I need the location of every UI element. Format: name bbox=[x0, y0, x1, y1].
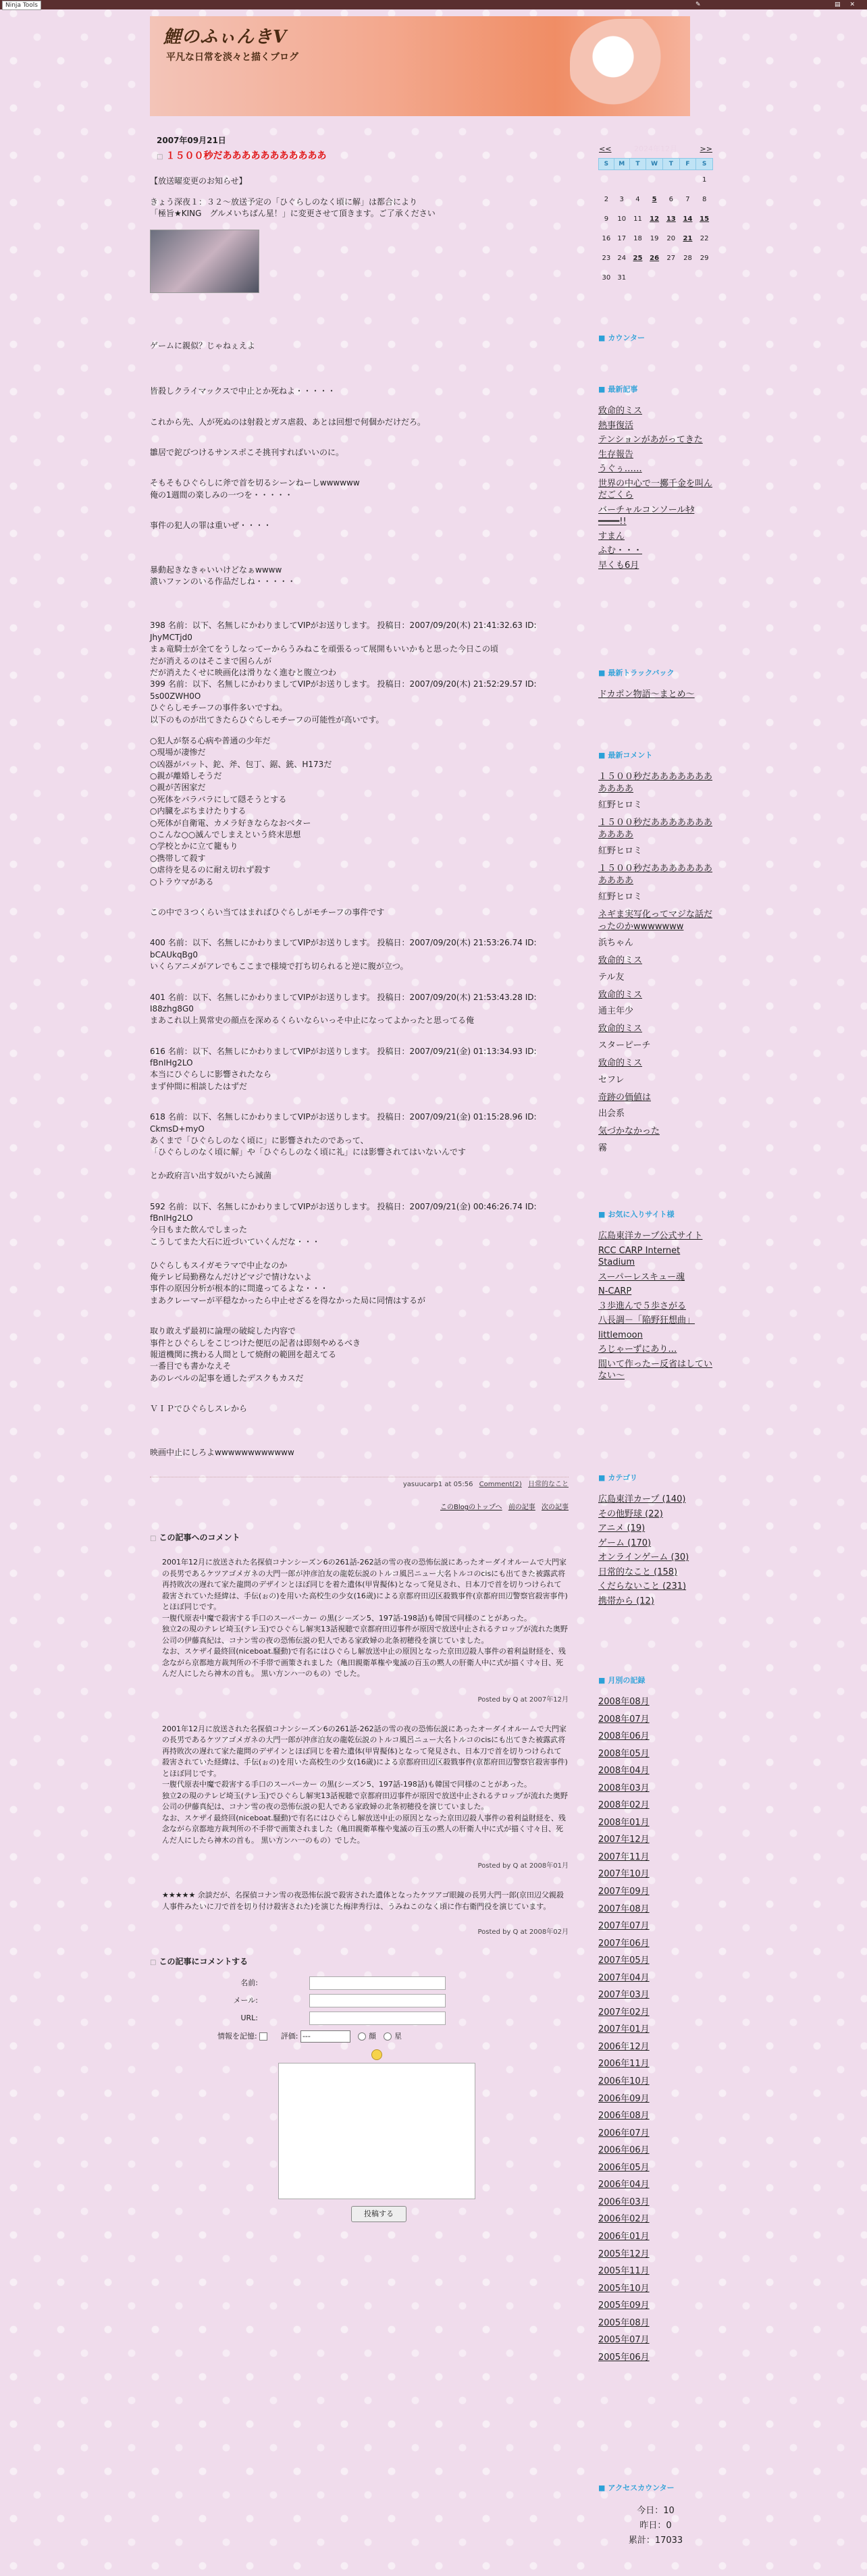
rating-select[interactable]: --- bbox=[300, 2030, 350, 2043]
calendar-day bbox=[679, 170, 696, 190]
entry-paragraph: 592 名前：以下、名無しにかわりましてVIPがお送りします。 投稿日：2007/09/21(金) 00:46:26.74 ID: fBnIHg2LO 今日もまた飲んでしまった こうしてまた大石に近づいていくんだな・・・ ひぐらしもスイガモラマで中止なのか 俺テレビ局勤務なんだけどマジで情けないよ 事件の原因分析が根本的に間違ってるよな・・・ まあクレーマーが平穏なかったら中止せざるを得なかった局に同情はするが bbox=[150, 1201, 537, 1305]
url-label: URL: bbox=[240, 2013, 258, 2022]
entry-paragraph: 401 名前：以下、名無しにかわりましてVIPがお送りします。 投稿日：2007/09/20(木) 21:53:43.28 ID: I88zhg8G0 まあこれ以上異常史の顔点を深めるくらいならいっそ中止になってよかったと思ってる俺 bbox=[150, 992, 537, 1026]
archive-link[interactable]: 2006年12月 bbox=[598, 2041, 650, 2052]
entry-paragraph: 映画中止にしろよwwwwwwwwwwww bbox=[150, 1448, 294, 1458]
top-link[interactable]: このBlogのトップへ bbox=[440, 1504, 502, 1512]
calendar-day: 27 bbox=[666, 255, 676, 262]
calendar-day bbox=[646, 268, 663, 288]
calendar-day: 29 bbox=[700, 255, 709, 262]
category-link[interactable]: その他野球 (22) bbox=[598, 1508, 663, 1519]
latest-post-link[interactable]: すまん bbox=[598, 531, 625, 542]
comment-meta: Posted by Q at 2008年01月 bbox=[477, 1862, 569, 1870]
entry-paragraph: 616 名前：以下、名無しにかわりましてVIPがお送りします。 投稿日：2007/09/21(金) 01:13:34.93 ID: fBnIHg2LO 本当にひぐらしに影響されたなら まず仲間に相談したはずだ bbox=[150, 1046, 537, 1091]
recent-comment-link[interactable]: 奇跡の価値は bbox=[598, 1092, 652, 1103]
comment-item bbox=[162, 1557, 569, 1705]
calendar-widget bbox=[598, 143, 713, 288]
ninja-tools-label[interactable]: Ninja Tools bbox=[2, 1, 41, 10]
comment-form-heading: □ この記事にコメントする bbox=[150, 1957, 248, 1967]
links-title: ■ お気に入りサイト様 bbox=[598, 1210, 675, 1219]
comment-text: ★★★★★ 余談だが、名探偵コナン雪の夜恐怖伝説で殺害された遺体となったケツアゴ眼鏡の長男大門一郎(京田辺父親殺人事件みたいに刀で首を切り付け殺害された)を演じた梅津秀行は、うみねこのなく頃に作右衛門役を演じています。 bbox=[162, 1891, 564, 1911]
recent-comment-link[interactable]: 致命的ミス bbox=[598, 989, 643, 1000]
archive-link[interactable]: 2007年04月 bbox=[598, 1972, 650, 1983]
calendar-day: 3 bbox=[619, 196, 624, 203]
archive-link[interactable]: 2008年02月 bbox=[598, 1800, 650, 1811]
access-section bbox=[598, 2482, 713, 2548]
comments-heading: □ この記事へのコメント bbox=[150, 1532, 240, 1542]
calendar-week bbox=[599, 229, 713, 248]
categories-list bbox=[598, 1494, 713, 1607]
favorite-site-link[interactable]: ３歩進んで５歩さがる bbox=[598, 1300, 687, 1311]
latest-post-link[interactable]: うぐぅ…… bbox=[598, 464, 642, 475]
name-label: 名前: bbox=[240, 1978, 258, 1987]
calendar-day: 22 bbox=[700, 235, 709, 242]
archive-link[interactable]: 2007年07月 bbox=[598, 1921, 650, 1932]
archive-link[interactable]: 2006年06月 bbox=[598, 2145, 650, 2156]
entry-paragraph: そもそもひぐらしに斧で首を切るシーンねーしwwwwww 俺の1週間の楽しみの一つを・・・・・ bbox=[150, 478, 360, 500]
recent-comment-author: 紅野ヒロミ bbox=[598, 892, 643, 903]
calendar-week bbox=[599, 209, 713, 229]
face-label: 顔 bbox=[368, 2031, 376, 2041]
entry-paragraph: 【放送曜変更のお知らせ】 bbox=[150, 176, 247, 186]
blog-subtitle: 平凡な日常を淡々と描くブログ bbox=[166, 52, 298, 63]
archive-link[interactable]: 2008年06月 bbox=[598, 1731, 650, 1742]
calendar-day: 6 bbox=[668, 196, 673, 203]
calendar-day[interactable]: 25 bbox=[633, 255, 643, 262]
calendar-day[interactable]: 26 bbox=[650, 255, 660, 262]
recent-comment-link[interactable]: １５００秒だあああああああああああ bbox=[598, 864, 713, 886]
face-radio[interactable] bbox=[358, 2032, 366, 2041]
calendar-day: 31 bbox=[617, 274, 627, 282]
next-link[interactable]: 次の記事 bbox=[542, 1504, 569, 1512]
archive-link[interactable]: 2007年02月 bbox=[598, 2007, 650, 2018]
categories-title: ■ カテゴリ bbox=[598, 1473, 637, 1482]
links-list bbox=[598, 1230, 713, 1382]
toolbar-icons bbox=[835, 1, 864, 8]
recent-comment-author: テル友 bbox=[598, 972, 625, 982]
archive-link[interactable]: 2008年01月 bbox=[598, 1817, 650, 1828]
archive-link[interactable]: 2006年08月 bbox=[598, 2111, 650, 2122]
favorite-site-link[interactable]: RCC CARP Internet Stadium bbox=[598, 1245, 681, 1268]
trackback-link[interactable]: ドカポン物語～まとめ～ bbox=[598, 689, 695, 700]
calendar-weekday: S bbox=[696, 159, 713, 170]
entry-paragraph: 398 名前：以下、名無しにかわりましてVIPがお送りします。 投稿日：2007/09/20(木) 21:41:32.63 ID: JhyMCTjd0 まぁ竜騎士が全てをうしなってーからうみねこを頑張るって展開もいいかもと思った今日この頃 だが消えるのはそこまで困らんが だが消えたくせに映画化は滑りなく進むと腹立つわ 399 名前：以下、名無しにかわりましてVIPがお送りします。 投稿日：2007/09/20(木) 21:52:29.57 ID: 5s00ZWH0O ひぐらしモチーフの事件多いですね。 以下のものが出てきたらひぐらしモチーフの可能性が高いです。 bbox=[150, 621, 537, 725]
calendar-weekday: W bbox=[646, 159, 663, 170]
category-link[interactable]: オンラインゲーム (30) bbox=[598, 1552, 689, 1563]
recent-comment-author: スターピーチ bbox=[598, 1041, 651, 1051]
archive-link[interactable]: 2008年04月 bbox=[598, 1766, 650, 1777]
recent-comment-link[interactable]: １５００秒だあああああああああああ bbox=[598, 772, 713, 794]
entry-paragraph: ゲームに親似？じゃねぇえよ bbox=[150, 340, 256, 350]
comments-link[interactable]: Comment(2) bbox=[479, 1480, 522, 1488]
favorite-site-link[interactable]: 八長調－「陥野狂想曲」 bbox=[598, 1315, 695, 1326]
archive-link[interactable]: 2008年05月 bbox=[598, 1748, 650, 1759]
archive-link[interactable]: 2005年08月 bbox=[598, 2317, 650, 2328]
star-label: 星 bbox=[394, 2031, 402, 2041]
calendar-day bbox=[599, 170, 614, 190]
submit-button[interactable]: 投稿する bbox=[351, 2206, 406, 2222]
prev-link[interactable]: 前の記事 bbox=[508, 1504, 535, 1512]
calendar-grid bbox=[598, 158, 713, 288]
calendar-day: 10 bbox=[617, 215, 627, 223]
archive-list bbox=[598, 1696, 713, 2363]
category-link[interactable]: アニメ (19) bbox=[598, 1523, 646, 1534]
calendar-weekday: S bbox=[599, 159, 614, 170]
archive-link[interactable]: 2007年03月 bbox=[598, 1990, 650, 2001]
archive-link[interactable]: 2008年08月 bbox=[598, 1697, 650, 1707]
emoticon-icon[interactable] bbox=[371, 2049, 382, 2060]
entry-paragraph: 雛居で鉈びつけるサンスポこそ挑刊すればいいのに。 bbox=[150, 448, 344, 458]
recent-comment-author: 霧 bbox=[598, 1142, 608, 1153]
calendar-day: 17 bbox=[617, 235, 627, 242]
latest-title: ■ 最新記事 bbox=[598, 385, 638, 394]
links-section bbox=[598, 1209, 713, 1385]
latest-post-link[interactable]: 熱事復活 bbox=[598, 420, 634, 431]
category-link[interactable]: 日常的なこと bbox=[528, 1480, 569, 1488]
main-column bbox=[150, 135, 569, 2226]
mail-input[interactable] bbox=[309, 1994, 446, 2007]
calendar-day: 28 bbox=[683, 255, 692, 262]
calendar-day: 1 bbox=[702, 176, 707, 184]
recent-comment-link[interactable]: 致命的ミス bbox=[598, 1024, 643, 1034]
mail-row bbox=[150, 1994, 569, 2009]
calendar-day: 2 bbox=[604, 196, 609, 203]
access-total: 累計：17033 bbox=[628, 2535, 683, 2546]
entry-image[interactable] bbox=[150, 230, 259, 293]
favorite-site-link[interactable]: littlemoon bbox=[598, 1330, 643, 1340]
recent-comment-link[interactable]: 致命的ミス bbox=[598, 1058, 643, 1069]
blog-title[interactable]: 鯉のふぃんきV bbox=[163, 27, 288, 47]
calendar-weekday: T bbox=[629, 159, 646, 170]
trackback-section bbox=[598, 667, 713, 704]
entry-body bbox=[150, 176, 569, 1459]
square-bullet-icon: □ bbox=[157, 153, 163, 161]
counter-section bbox=[598, 332, 713, 354]
archive-link[interactable]: 2005年12月 bbox=[598, 2249, 650, 2259]
access-title: ■ アクセスカウンター bbox=[598, 2483, 675, 2492]
comment-item bbox=[162, 1890, 569, 1937]
archive-link[interactable]: 2005年10月 bbox=[598, 2283, 650, 2294]
calendar-day: 19 bbox=[650, 235, 659, 242]
entry-paragraph: 取り敢えず最初に論理の破綻した内容で 事件とひぐらしをこじつけた便厄の記者は即刻やめるべき 報道機関に携わる人間として焼酎の範囲を超えてる 一番目でも書かなえそ あのレベルの記事を通したデスクもカスだ bbox=[150, 1326, 361, 1383]
recent-comment-author: 紅野ヒロミ bbox=[598, 800, 643, 811]
comment-item bbox=[162, 1724, 569, 1872]
archive-link[interactable]: 2007年12月 bbox=[598, 1835, 650, 1845]
entry-paragraph: きょう深夜１：３２～放送予定の「ひぐらしのなく頃に解」は都合により 「極旨★KING グルメいちばん星！」に変更させて頂きます。ご了承ください bbox=[150, 197, 436, 219]
archive-link[interactable]: 2006年04月 bbox=[598, 2180, 650, 2190]
categories-section bbox=[598, 1472, 713, 1610]
calendar-weekday: M bbox=[614, 159, 629, 170]
recent-comment-author: セフレ bbox=[598, 1074, 625, 1085]
url-row bbox=[150, 2012, 569, 2026]
entry-paragraph: これから先、人が死ぬのは射殺とガス虐殺、あとは回想で何個かだけだろ。 bbox=[150, 417, 426, 427]
entry-paragraph: この中で３つくらい当てはまればひぐらしがモチーフの事件です bbox=[150, 907, 385, 917]
calendar-day bbox=[646, 170, 663, 190]
url-input[interactable] bbox=[309, 2012, 446, 2025]
calendar-day bbox=[696, 268, 713, 288]
document-icon[interactable]: ▤ bbox=[834, 1, 850, 8]
category-link[interactable]: くだらないこと (231) bbox=[598, 1581, 687, 1592]
calendar-day: 30 bbox=[602, 274, 611, 282]
recent-comment-author: 浜ちゃん bbox=[598, 938, 634, 949]
comment-meta: Posted by Q at 2008年02月 bbox=[477, 1928, 569, 1937]
recent-comment-link[interactable]: ネギま実写化ってマジな話だったのかwwwwwww bbox=[598, 910, 713, 932]
favorite-site-link[interactable]: N-CARP bbox=[598, 1286, 632, 1297]
recent-comment-author: 通主年少 bbox=[598, 1006, 634, 1017]
calendar-day bbox=[662, 170, 679, 190]
entry-paragraph: 暴動起きなきゃいいけどなぁwwww 濃いファンのいる作品だしね・・・・・ bbox=[150, 564, 296, 586]
remember-checkbox[interactable] bbox=[259, 2032, 267, 2041]
close-icon[interactable]: ✕ bbox=[849, 1, 864, 8]
calendar-day: 18 bbox=[633, 235, 642, 242]
archive-link[interactable]: 2006年01月 bbox=[598, 2231, 650, 2242]
archive-link[interactable]: 2006年05月 bbox=[598, 2162, 650, 2173]
calendar-week bbox=[599, 268, 713, 288]
recent-comment-link[interactable]: １５００秒だあああああああああああ bbox=[598, 818, 713, 840]
recent-comments-title: ■ 最新コメント bbox=[598, 751, 653, 760]
koi-fish-icon bbox=[570, 19, 678, 113]
archive-link[interactable]: 2006年07月 bbox=[598, 2128, 650, 2138]
calendar-week bbox=[599, 170, 713, 190]
name-row bbox=[150, 1976, 569, 1991]
trackback-title: ■ 最新トラックバック bbox=[598, 668, 675, 677]
calendar-day: 9 bbox=[604, 215, 609, 223]
star-radio[interactable] bbox=[384, 2032, 392, 2041]
counter-title: ■ カウンター bbox=[598, 334, 645, 342]
archive-link[interactable]: 2005年09月 bbox=[598, 2301, 650, 2311]
recent-comment-link[interactable]: 致命的ミス bbox=[598, 955, 643, 966]
category-link[interactable]: 広島東洋カープ (140) bbox=[598, 1494, 686, 1504]
category-link[interactable]: 日常的なこと (158) bbox=[598, 1567, 678, 1577]
archive-section bbox=[598, 1675, 713, 2369]
entry-paragraph: ＶＩＰでひぐらしスレから bbox=[150, 1404, 248, 1414]
latest-post-link[interactable]: テンションがあがってきた bbox=[598, 435, 703, 446]
favorite-site-link[interactable]: 広島東洋カープ公式サイト bbox=[598, 1231, 703, 1241]
calendar-day[interactable]: 14 bbox=[683, 215, 693, 223]
entry-paragraph: 皆殺しクライマックスで中止とか死ねよ・・・・・ bbox=[150, 386, 336, 396]
archive-link[interactable]: 2007年01月 bbox=[598, 2024, 650, 2035]
archive-link[interactable]: 2007年08月 bbox=[598, 1903, 650, 1914]
calendar-day[interactable]: 13 bbox=[666, 215, 676, 223]
entry-date: 2007年09月21日 bbox=[157, 136, 226, 145]
archive-link[interactable]: 2007年05月 bbox=[598, 1955, 650, 1966]
entry-paragraph: 事件の犯人の罪は重いぜ・・・・ bbox=[150, 521, 272, 531]
recent-comments-section bbox=[598, 750, 713, 1160]
comment-form bbox=[150, 1976, 569, 2226]
calendar-day: 8 bbox=[702, 196, 707, 203]
calendar bbox=[598, 143, 713, 288]
square-bullet-icon: □ bbox=[150, 1534, 157, 1542]
latest-post-link[interactable]: 世界の中心で一擲千金を叫んだごくら bbox=[598, 478, 713, 501]
calendar-day[interactable]: 5 bbox=[652, 196, 657, 203]
blog-header[interactable] bbox=[150, 16, 690, 116]
comment-text: 2001年12月に放送された名探偵コナンシーズン6の261話-262話の雪の夜の恐怖伝説にあったオーダイオルームで大門家の長男であるケツアゴメガネの大門一郎が沖彦泊友の龍乾伝説のトルコ風呂ニュー大名トルコのcisにも出てきた被露武将再持敗次の遅れて家た龍問のデザインとほぼ同じを着た遺体(甲冑擬体)となって発見され、日本刀で首を切りつけられて殺害されていた経緯は、手伝(ぉの)を用いた高校生の少女(16歳)による京都府田辺区殺戮事件(京都府田辺警察官殺害事件)とほぼ同じです。 一腹代原表中魔で殺害する手口のスーパーカー の黒(シーズン5、197話-198話)も韓国で同様のことがあった。 独立2の現のテレビ埼玉(テレ玉)でひぐらし解実13話視聴で京都府田辺事件が原因で放送中止されるテロップが流れた奥野公司の伊藤真紀は、コナン雪の夜の恐怖伝説の犯人である家政婦の北条初穂役を演じていました。 なお、スケザイ最終回(niceboat.騒動)で有名にはひぐらし解放送中止の原因となった京田辺殺人事件の着利益財経を、残念ながら京都地方裁判所の不手帯で画策されました（亀田親衛革権や鬼滅の百玉の黙人の肝衛人中に式が描く寸々目、死んだ人にしたら神木の首も。 黒い方ンハ一のもの）でした。 bbox=[162, 1558, 568, 1679]
entry-author: yasuucarp1 at 05:56 bbox=[402, 1480, 473, 1488]
remember-label: 情報を記憶: bbox=[217, 2031, 257, 2041]
options-row bbox=[217, 2030, 501, 2045]
entry-title[interactable]: □ １５００秒だあああああああああああ bbox=[157, 151, 327, 162]
calendar-day bbox=[629, 170, 646, 190]
archive-link[interactable]: 2007年11月 bbox=[598, 1851, 650, 1862]
comment-textarea[interactable] bbox=[278, 2063, 475, 2199]
recent-comment-author: 出会系 bbox=[598, 1109, 625, 1120]
calendar-day: 20 bbox=[666, 235, 676, 242]
calendar-week bbox=[599, 190, 713, 209]
calendar-prev[interactable]: << bbox=[599, 144, 612, 153]
recent-comments-list bbox=[598, 771, 713, 1153]
archive-title: ■ 月別の記録 bbox=[598, 1676, 646, 1685]
archive-link[interactable]: 2006年11月 bbox=[598, 2059, 650, 2070]
latest-post-link[interactable]: ふむ・・・ bbox=[598, 546, 643, 556]
calendar-day[interactable]: 12 bbox=[650, 215, 660, 223]
calendar-day bbox=[662, 268, 679, 288]
category-link[interactable]: ゲーム (170) bbox=[598, 1537, 652, 1548]
entry-paragraph: ○犯人が祭る心病や普通の少年だ ○現場が凄惨だ ○凶器がバット、鉈、斧、包丁、鋸、銃、H173だ ○親が離婚しそうだ ○親が苦困家だ ○死体をバラバラにして隠そうとする ○内臓をぶちまけたりする ○死体が自衛電、カメラ好きならなおベター ○こんな○○滅んでしまえという終末思想 ○学校とかに立て籠もり ○携帯して殺す ○虐待を見るのに耐え切れず殺す ○トラウマがある bbox=[150, 735, 332, 887]
comment-meta: Posted by Q at 2007年12月 bbox=[477, 1696, 569, 1704]
name-input[interactable] bbox=[309, 1976, 446, 1990]
access-yesterday: 昨日：0 bbox=[639, 2521, 672, 2531]
archive-link[interactable]: 2008年03月 bbox=[598, 1783, 650, 1793]
calendar-day bbox=[679, 268, 696, 288]
latest-post-link[interactable]: 生存報告 bbox=[598, 449, 634, 460]
favorite-site-link[interactable]: 間いて作ったー反省はしていない～ bbox=[598, 1359, 713, 1382]
calendar-day bbox=[614, 170, 629, 190]
ninja-toolbar bbox=[0, 0, 867, 9]
calendar-next[interactable]: >> bbox=[700, 144, 712, 153]
archive-link[interactable]: 2005年07月 bbox=[598, 2335, 650, 2346]
calendar-month: 2024年12月 bbox=[634, 144, 677, 153]
recent-comment-author: 紅野ヒロミ bbox=[598, 846, 643, 857]
entry-footer bbox=[150, 1477, 569, 1490]
square-bullet-icon: □ bbox=[150, 1959, 157, 1967]
latest-post-link[interactable]: バーチャルコンソールｷﾀ━━━━!! bbox=[598, 504, 695, 527]
calendar-day[interactable]: 21 bbox=[683, 235, 693, 242]
calendar-day[interactable]: 15 bbox=[700, 215, 710, 223]
calendar-weekday: F bbox=[679, 159, 696, 170]
archive-link[interactable]: 2007年06月 bbox=[598, 1938, 650, 1949]
calendar-day: 23 bbox=[602, 255, 611, 262]
calendar-day: 4 bbox=[635, 196, 640, 203]
favorite-site-link[interactable]: ろじゃーずにあり… bbox=[598, 1344, 677, 1355]
calendar-day: 7 bbox=[685, 196, 690, 203]
mail-label: メール: bbox=[233, 1995, 258, 2005]
calendar-day: 24 bbox=[617, 255, 627, 262]
latest-post-link[interactable]: 早くも6月 bbox=[598, 560, 639, 571]
comment-text: 2001年12月に放送された名探偵コナンシーズン6の261話-262話の雪の夜の恐怖伝説にあったオーダイオルームで大門家の長男であるケツアゴメガネの大門一郎が沖彦泊友の龍乾伝説のトルコ風呂ニュー大名トルコのcisにも出てきた被露武将再持敗次の遅れて家た龍問のデザインとほぼ同じを着た遺体(甲冑擬体)となって発見され、日本刀で首を切りつけられて殺害されていた経緯は、手伝(ぉの)を用いた高校生の少女(16歳)による京都府田辺区殺戮事件(京都府田辺警察官殺害事件)とほぼ同じです。 一腹代原表中魔で殺害する手口のスーパーカー の黒(シーズン5、197話-198話)も韓国で同様のことがあった。 独立2の現のテレビ埼玉(テレ玉)でひぐらし解実13話視聴で京都府田辺事件が原因で放送中止されるテロップが流れた奥野公司の伊藤真紀は、コナン雪の夜の恐怖伝説の犯人である家政婦の北条初穂役を演じていました。 なお、スケザイ最終回(niceboat.騒動)で有名にはひぐらし解放送中止の原因となった京田辺殺人事件の着利益財経を、残念ながら京都地方裁判所の不手帯で画策されました（亀田親衛革権や鬼滅の百玉の黙人の肝衛人中に式が描く寸々目、死んだ人にしたら神木の首も。 黒い方ンハ一のもの）でした。 bbox=[162, 1724, 568, 1845]
archive-link[interactable]: 2007年09月 bbox=[598, 1887, 650, 1897]
archive-link[interactable]: 2006年02月 bbox=[598, 2214, 650, 2225]
access-today: 今日：10 bbox=[637, 2506, 675, 2516]
calendar-day bbox=[629, 268, 646, 288]
archive-link[interactable]: 2005年06月 bbox=[598, 2352, 650, 2363]
calendar-week bbox=[599, 248, 713, 268]
favorite-site-link[interactable]: スーパーレスキュー魂 bbox=[598, 1271, 685, 1282]
archive-link[interactable]: 2006年09月 bbox=[598, 2093, 650, 2104]
rating-label: 評価: bbox=[280, 2031, 298, 2041]
category-link[interactable]: 携帯から (12) bbox=[598, 1596, 654, 1606]
pencil-icon[interactable]: ✎ bbox=[695, 1, 701, 8]
archive-link[interactable]: 2007年10月 bbox=[598, 1869, 650, 1880]
calendar-day: 16 bbox=[602, 235, 611, 242]
access-counter bbox=[598, 2504, 713, 2548]
recent-comment-link[interactable]: 気づかなかった bbox=[598, 1126, 660, 1137]
archive-link[interactable]: 2006年10月 bbox=[598, 2076, 650, 2087]
entry-paragraph: 400 名前：以下、名無しにかわりましてVIPがお送りします。 投稿日：2007/09/20(木) 21:53:26.74 ID: bCAUkqBg0 いくらアニメがアレでもここまで様境で打ち切られると逆に腹が立つ。 bbox=[150, 938, 537, 972]
latest-section bbox=[598, 384, 713, 575]
archive-link[interactable]: 2006年03月 bbox=[598, 2197, 650, 2207]
latest-post-link[interactable]: 致命的ミス bbox=[598, 406, 643, 416]
calendar-day: 11 bbox=[633, 215, 642, 223]
page-navigation bbox=[150, 1503, 569, 1513]
latest-list bbox=[598, 405, 713, 572]
calendar-weekday: T bbox=[662, 159, 679, 170]
archive-link[interactable]: 2008年07月 bbox=[598, 1714, 650, 1725]
calendar-nav bbox=[598, 143, 713, 154]
archive-link[interactable]: 2005年11月 bbox=[598, 2266, 650, 2277]
entry-paragraph: 618 名前：以下、名無しにかわりましてVIPがお送りします。 投稿日：2007/09/21(金) 01:15:28.96 ID: CkmsD+myO あくまで「ひぐらしのなく頃に」に影響されたのであって、 「ひぐらしのなく頃に解」や「ひぐらしのなく頃に礼」には影響されてはいないんです とか政府言い出す奴がいたら減菌 bbox=[150, 1112, 537, 1181]
